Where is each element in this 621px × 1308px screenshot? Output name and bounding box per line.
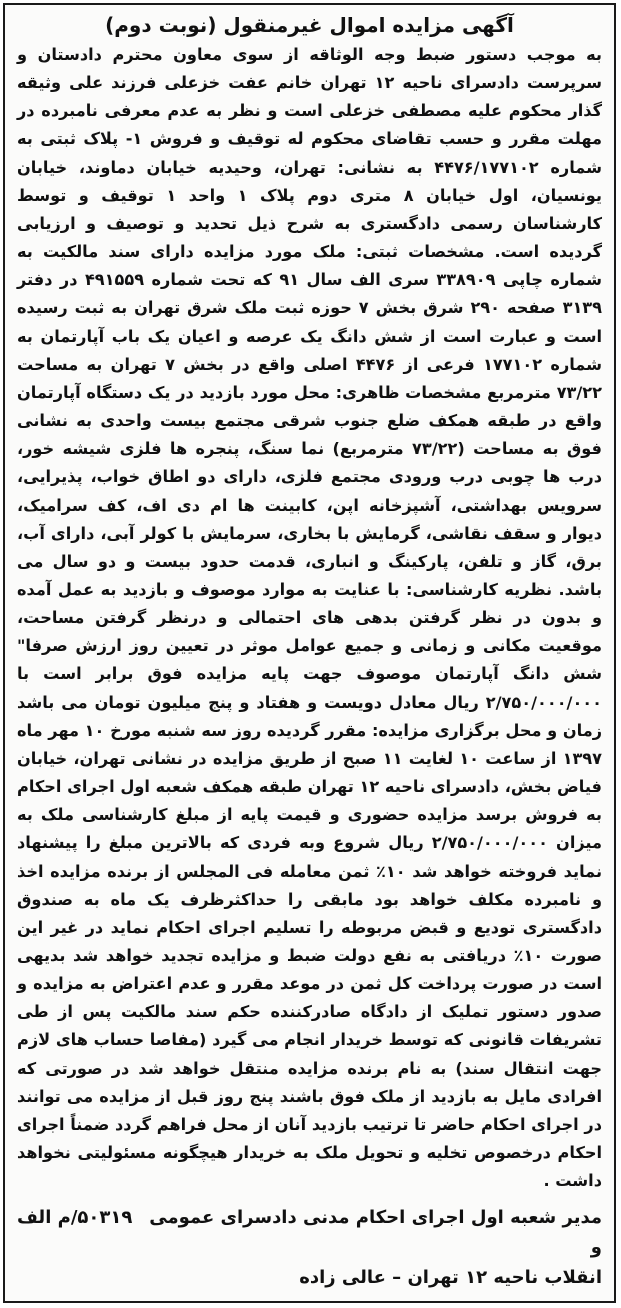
reference-code: ۵۰۳۱۹/م الف	[17, 1207, 133, 1228]
notice-title: آگهی مزایده اموال غیرمنقول (نوبت دوم)	[105, 13, 514, 37]
signatory-line-2: انقلاب ناحیه ۱۲ تهران – عالی زاده	[299, 1267, 602, 1288]
notice-frame	[3, 3, 616, 1303]
notice-body: به موجب دستور ضبط وجه الوثاقه از سوی معاون محترم دادستان و سرپرست دادسرای ناحیه ۱۲ تهران خانم عفت خزعلی فرزند علی وثیقه گذار محکوم علیه مصطفی خزعلی است و نظر به عدم معرفی نامبرده در مهلت مقرر و حسب تقاضای محکوم له توقیف و فروش ۱- پلاک ثبتی به شماره ۴۴۷۶/۱۷۷۱۰۲ به نشانی: تهران، وحیدیه خیابان دماوند، خیابان یونسیان، اول خیابان ۸ متری دوم پلاک ۱ واحد ۱ توقیف و توسط کارشناسان رسمی دادگستری به شرح ذیل تحدید و توصیف و ارزیابی گردیده است. مشخصات ثبتی: ملک مورد مزایده دارای سند مالکیت به شماره چاپی ۳۳۸۹۰۹ سری الف سال ۹۱ که تحت شماره ۴۹۱۵۵۹ در دفتر ۳۱۳۹ صفحه ۲۹۰ شرق بخش ۷ حوزه ثبت ملک شرق تهران به ثبت رسیده است و عبارت است از شش دانگ یک عرصه و اعیان یک باب آپارتمان به شماره ۱۷۷۱۰۲ فرعی از ۴۴۷۶ اصلی واقع در بخش ۷ تهران به مساحت ۷۳/۲۲ مترمربع مشخصات ظاهری: محل مورد بازدید در یک دستگاه آپارتمان واقع در طبقه همکف ضلع جنوب شرقی مجتمع بیست واحدی به نشانی فوق به مساحت (۷۳/۲۲ مترمربع) نما سنگ، پنجره ها فلزی شیشه خور، درب ها چوبی درب ورودی مجتمع فلزی، دارای دو اطاق خواب، پذیرایی، سرویس بهداشتی، آشپزخانه اپن، کابینت ها ام دی اف، کف سرامیک، دیوار و سقف نقاشی، گرمایش با بخاری، سرمایش با کولر آبی، دارای آب، برق، گاز و تلفن، پارکینگ و انباری، قدمت حدود بیست و دو سال می باشد. نظریه کارشناسی: با عنایت به موارد موصوف و بازدید به عمل آمده و بدون در نظر گرفتن بدهی های احتمالی و درنظر گرفتن مساحت، موقعیت مکانی و زمانی و جمیع عوامل موثر در تعیین روز ارزش صرفا" شش دانگ آپارتمان موصوف جهت پایه مزایده فوق برابر است با ۲/۷۵۰/۰۰۰/۰۰۰ ریال معادل دویست و هفتاد و پنج میلیون تومان می باشد زمان و محل برگزاری مزایده: مقرر گردیده روز سه شنبه مورخ ۱۰ مهر ماه ۱۳۹۷ از ساعت ۱۰ لغایت ۱۱ صبح از طریق مزایده در نشانی تهران، خیابان فیاض بخش، دادسرای ناحیه ۱۲ تهران طبقه همکف شعبه اول اجرای احکام به فروش برسد مزایده حضوری و قیمت پایه از مبلغ کارشناسی ملک به میزان ۲/۷۵۰/۰۰۰/۰۰۰ ریال شروع وبه فردی که بالاترین مبلغ را پیشنهاد نماید فروخته خواهد شد ۱۰٪ ثمن معامله فی المجلس از برنده مزایده اخذ و نامبرده مکلف خواهد بود مابقی را حداکثرظرف یک ماه به صندوق دادگستری تودیع و قبض مربوطه را تسلیم اجرای احکام نماید در غیر این صورت ۱۰٪ دریافتی به نفع دولت ضبط و مزایده تجدید خواهد شد بدیهی است در صورت پرداخت کل ثمن در موعد مقرر و عدم اعتراض به مزایده و صدور دستور تملیک از دادگاه صادرکننده حکم سند مالکیت پس از طی تشریفات قانونی که توسط خریدار انجام می گیرد (مفاصا حساب های لازم جهت انتقال سند) به نام برنده مزایده منتقل خواهد شد در صورتی که افرادی مایل به بازدید از ملک فوق باشند پنج روز قبل از مزایده می توانند در اجرای احکام حاضر تا ترتیب بازدید آنان از محل فراهم گردد ضمناً اجرای احکام درخصوص تخلیه و تحویل ملک به خریدار هیچگونه مسئولیتی نخواهد داشت .	[17, 45, 603, 1191]
notice-footer	[17, 1203, 602, 1293]
footer-row	[17, 1203, 602, 1263]
signatory-line-1: مدیر شعبه اول اجرای احکام مدنی دادسرای عمومی و	[149, 1207, 602, 1258]
